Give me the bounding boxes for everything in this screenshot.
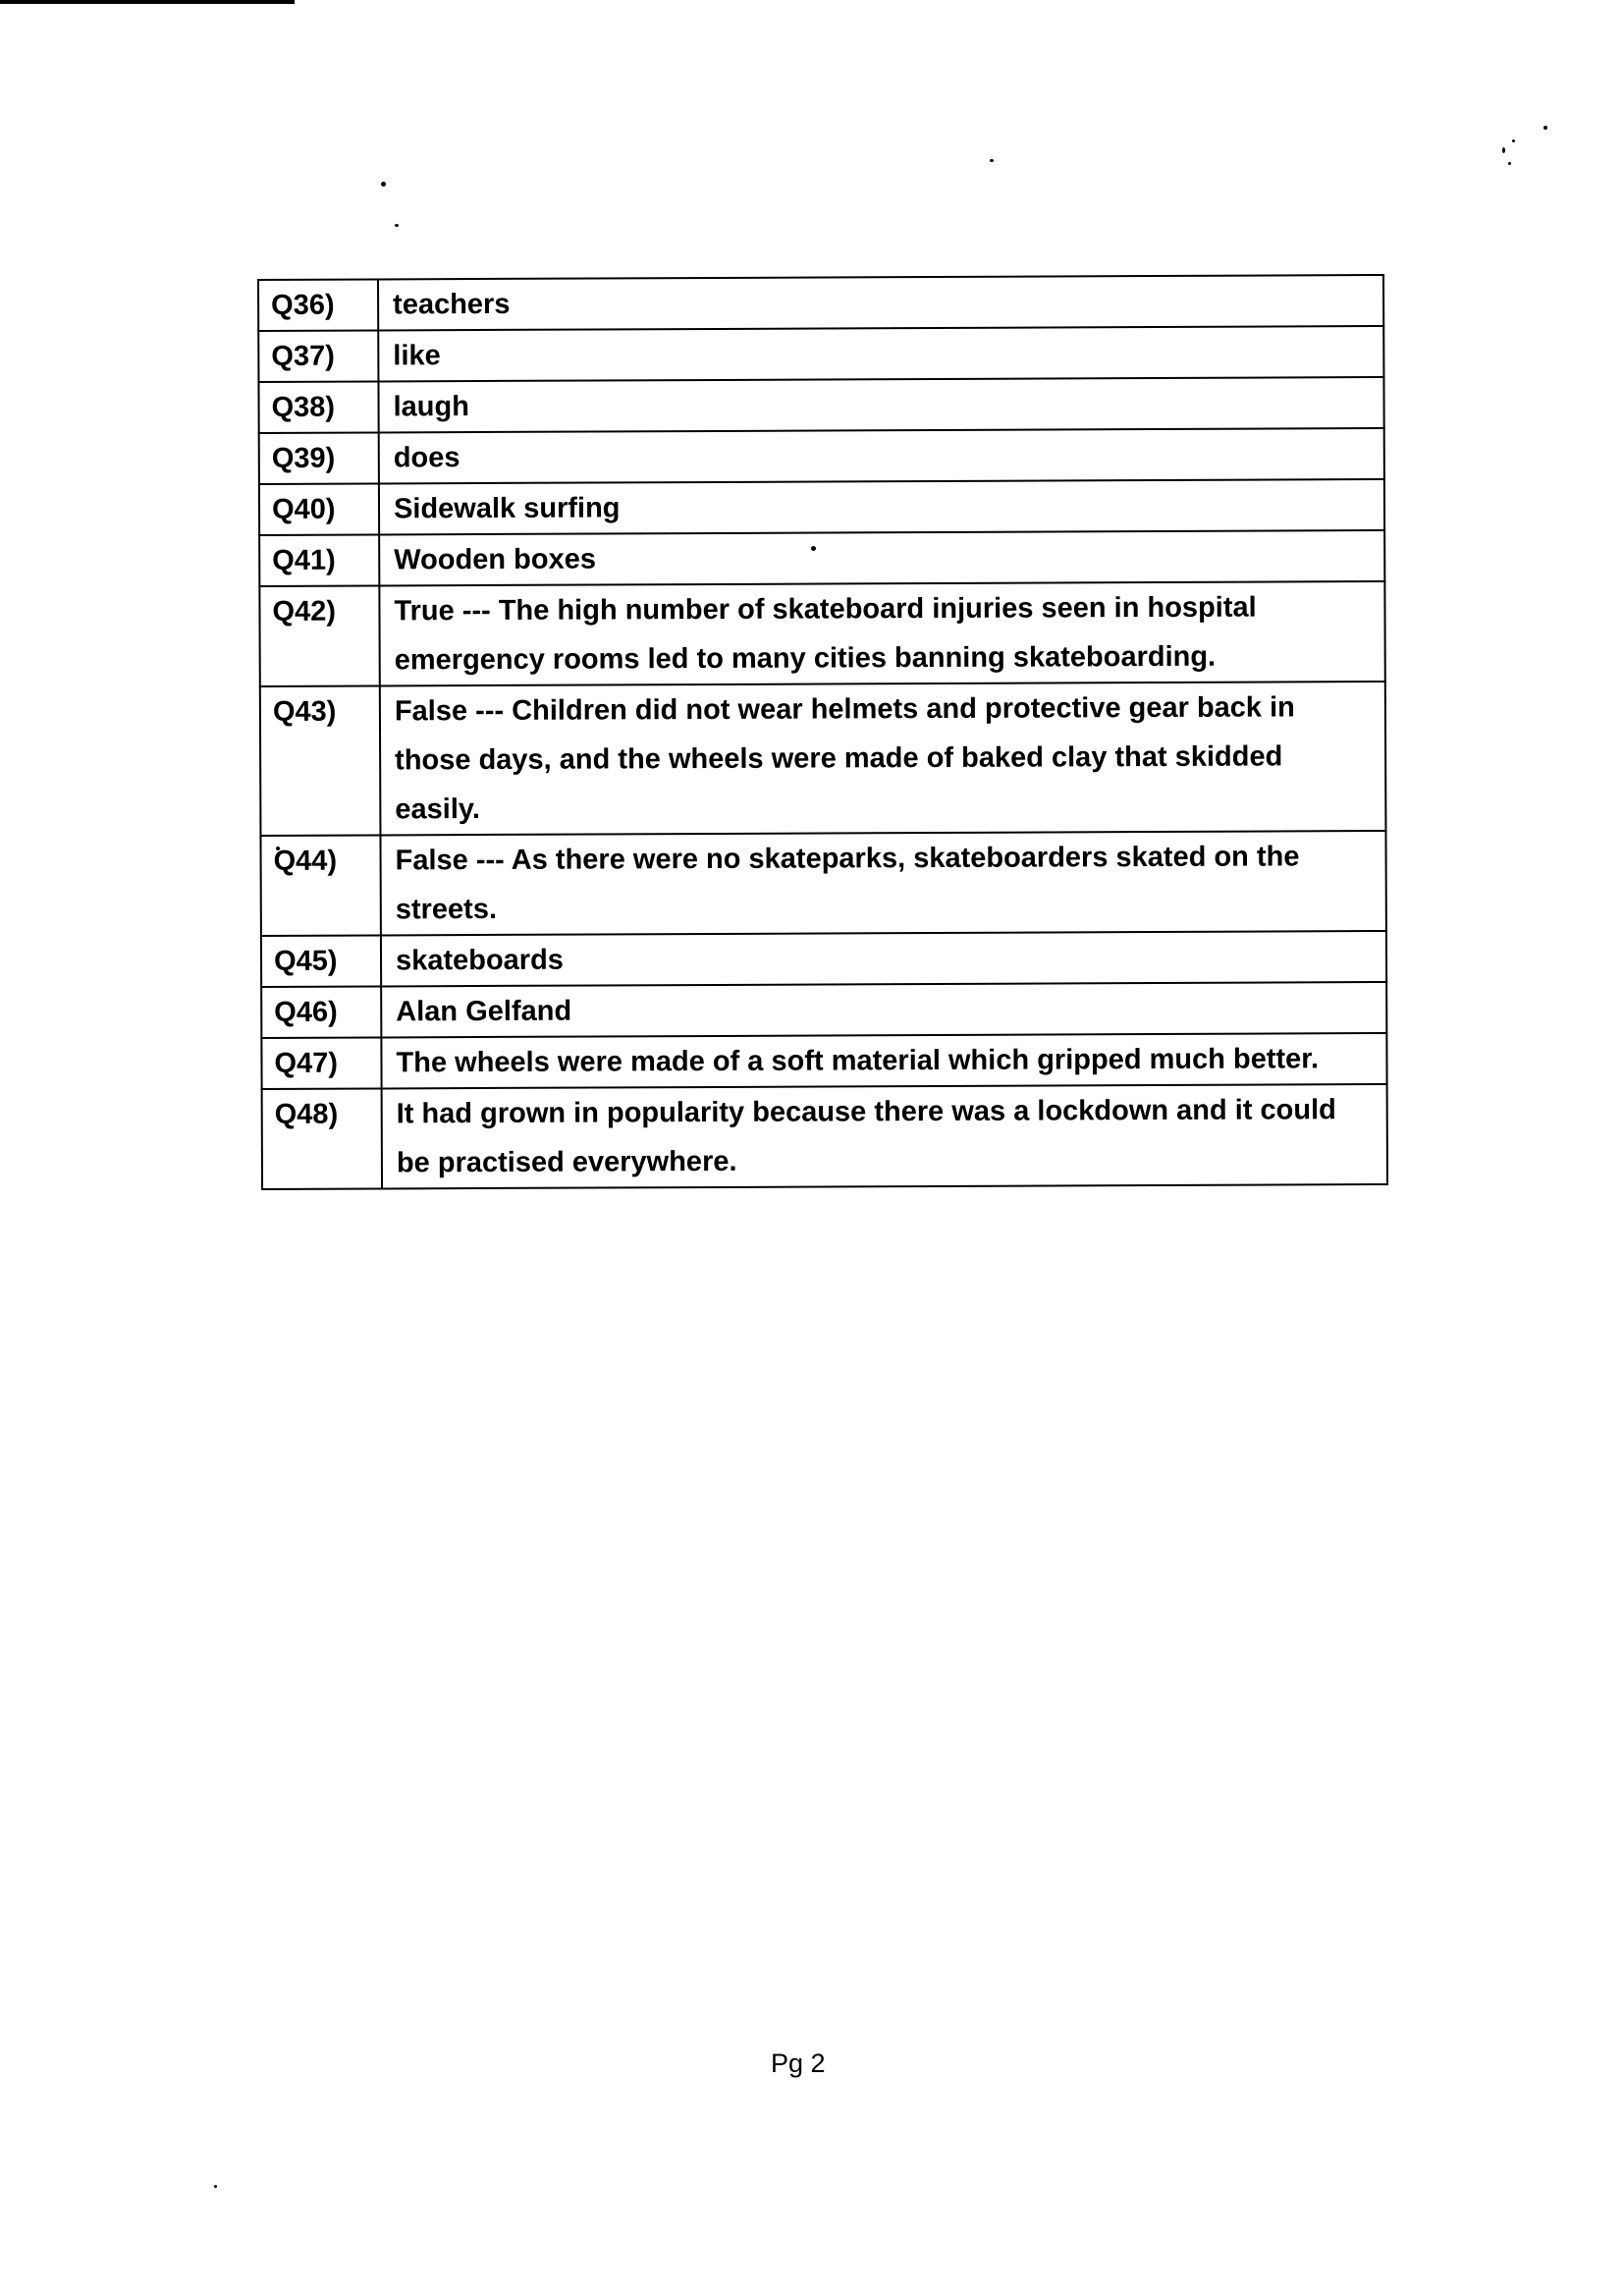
question-number: Q39): [259, 432, 379, 484]
answer-row: [259, 530, 1384, 586]
answer-text: does: [379, 428, 1384, 483]
scan-speck: [1512, 139, 1515, 142]
page-number: Pg 2: [771, 2049, 826, 2078]
question-number: Q42): [259, 585, 379, 686]
answer-row: [261, 931, 1386, 987]
answer-text: False --- As there were no skateparks, skateboarders skated on the streets.: [380, 831, 1385, 935]
answer-row: [260, 682, 1386, 836]
scan-speck: [1543, 126, 1547, 130]
answer-row: [259, 479, 1384, 535]
answer-text: Sidewalk surfing: [379, 479, 1384, 534]
question-number: Q41): [259, 534, 379, 586]
question-number: Q37): [258, 330, 378, 382]
question-number: Q45): [261, 935, 381, 987]
scan-speck: [1508, 162, 1511, 165]
scan-speck: [990, 159, 994, 162]
scan-speck: [214, 2185, 217, 2188]
answer-text: Alan Gelfand: [381, 982, 1386, 1037]
scan-speck: [395, 224, 399, 227]
answer-row: [262, 1084, 1387, 1189]
answer-row: [258, 326, 1383, 382]
answer-row: [261, 1033, 1386, 1089]
scan-speck: [1502, 147, 1505, 153]
question-number: Q44): [260, 835, 380, 936]
answer-row: [261, 982, 1386, 1038]
question-number: Q43): [260, 685, 381, 836]
answer-text: It had grown in popularity because there was a lockdown and it could be practised everywhere.: [382, 1084, 1387, 1188]
answer-text: Wooden boxes: [379, 530, 1384, 585]
question-number: Q48): [262, 1088, 382, 1189]
scan-speck: [381, 182, 386, 187]
answer-text: teachers: [378, 275, 1383, 330]
answer-text: laugh: [378, 377, 1383, 432]
answer-row: [260, 831, 1385, 936]
answer-text: like: [378, 326, 1383, 381]
question-number: Q40): [259, 483, 379, 535]
question-number: Q47): [261, 1037, 381, 1089]
answer-row: [258, 275, 1383, 331]
answer-text: skateboards: [381, 931, 1386, 986]
answer-text: True --- The high number of skateboard injuries seen in hospital emergency rooms led to many cities banning skateboarding.: [379, 581, 1384, 685]
question-number: Q36): [258, 279, 378, 331]
answer-row: [259, 581, 1384, 686]
question-number: Q46): [261, 986, 381, 1038]
answer-table: [257, 274, 1388, 1190]
answer-text: The wheels were made of a soft material which gripped much better.: [381, 1033, 1386, 1088]
answer-text: False --- Children did not wear helmets and protective gear back in those days, and the wheels were made of baked clay that skidded easily.: [380, 682, 1386, 835]
answer-row: [259, 428, 1384, 484]
question-number: Q38): [258, 381, 378, 433]
top-rule: [0, 0, 295, 4]
answer-row: [258, 377, 1383, 433]
